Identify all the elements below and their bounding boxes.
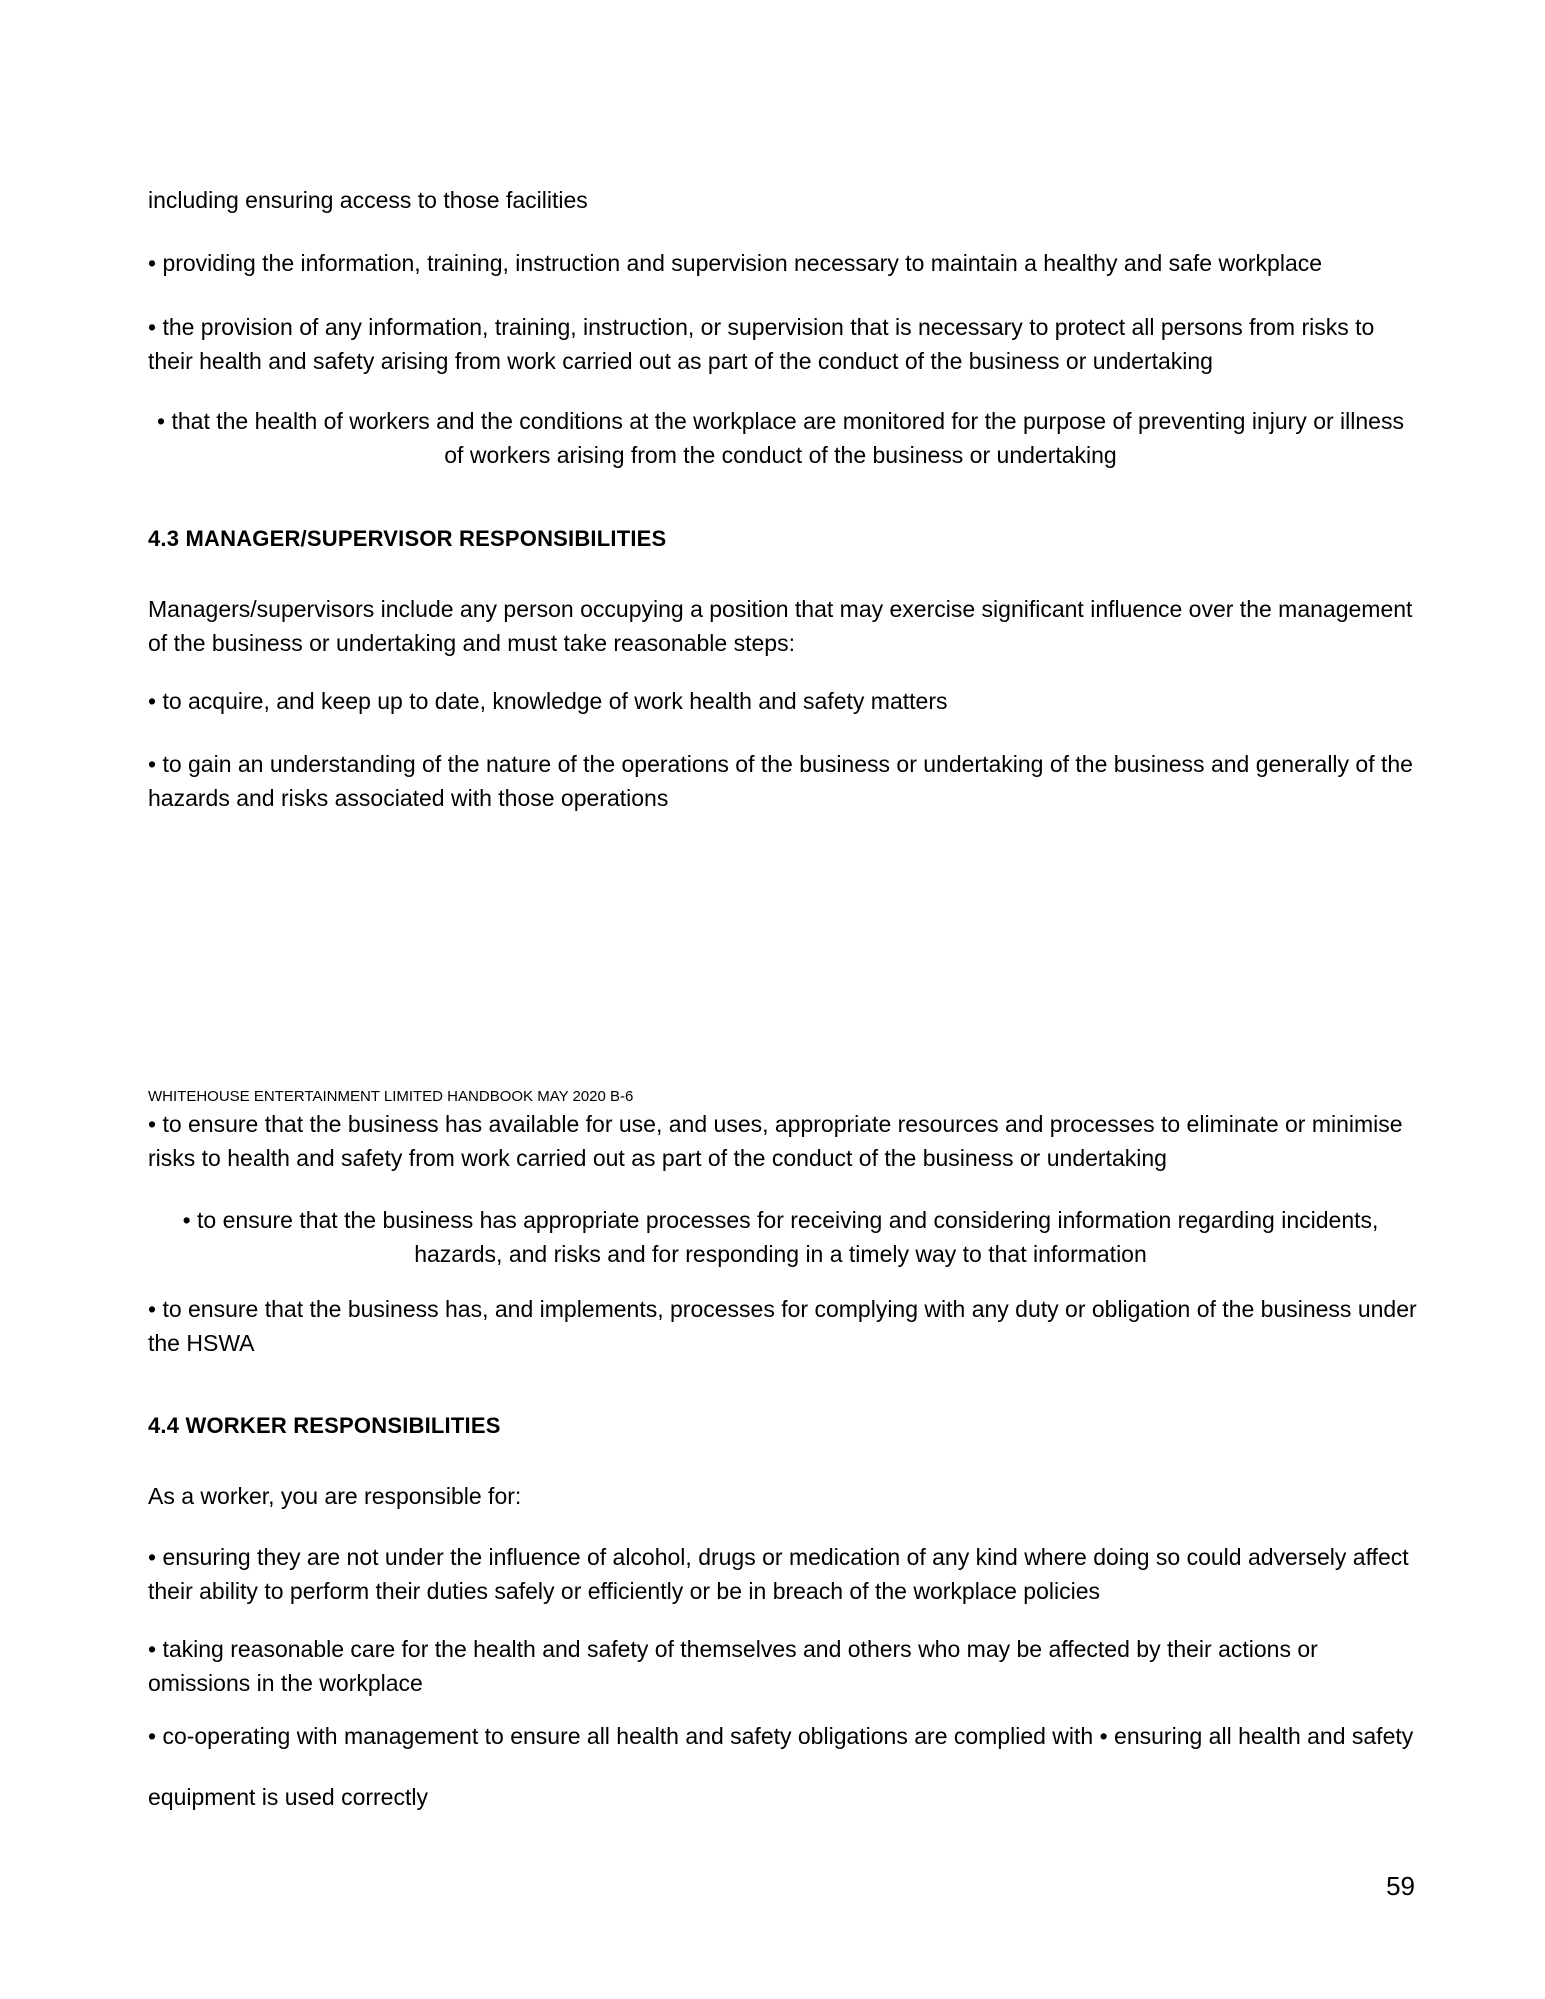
paragraph-line: of workers arising from the conduct of the business or undertaking xyxy=(444,442,1117,468)
paragraph-worker-responsible xyxy=(148,1479,1413,1513)
paragraph-line: Managers/supervisors include any person occupying a position that may exercise significant influence over the management xyxy=(148,596,1413,622)
paragraph-line: • to ensure that the business has available for use, and uses, appropriate resources and processes to eliminate or minimise xyxy=(148,1111,1403,1137)
paragraph-providing-info xyxy=(148,246,1413,280)
paragraph-line: the HSWA xyxy=(148,1330,255,1356)
paragraph-line: equipment is used correctly xyxy=(148,1784,428,1810)
paragraph-line: omissions in the workplace xyxy=(148,1670,423,1696)
paragraph-managers-include xyxy=(148,592,1413,660)
paragraph-line: • the provision of any information, training, instruction, or supervision that is necessary to protect all persons from risks to xyxy=(148,314,1375,340)
paragraph-line: their ability to perform their duties safely or efficiently or be in breach of the workplace policies xyxy=(148,1578,1100,1604)
paragraph-line: hazards, and risks and for responding in a timely way to that information xyxy=(414,1241,1147,1267)
running-header: WHITEHOUSE ENTERTAINMENT LIMITED HANDBOOK MAY 2020 B-6 xyxy=(148,1088,634,1105)
paragraph-line: • taking reasonable care for the health and safety of themselves and others who may be affected by their actions or xyxy=(148,1636,1318,1662)
paragraph-line: As a worker, you are responsible for: xyxy=(148,1483,522,1509)
paragraph-line: • ensuring they are not under the influence of alcohol, drugs or medication of any kind where doing so could adversely affect xyxy=(148,1544,1409,1570)
paragraph-line: hazards and risks associated with those operations xyxy=(148,785,669,811)
paragraph-gain-understanding xyxy=(148,747,1413,815)
page-number: 59 xyxy=(1386,1871,1415,1901)
paragraph-line: • to ensure that the business has, and implements, processes for complying with any duty or obligation of the business under xyxy=(148,1296,1417,1322)
paragraph-line: • to ensure that the business has appropriate processes for receiving and considering information regarding incidents, xyxy=(182,1207,1379,1233)
paragraph-appropriate-processes xyxy=(148,1203,1413,1271)
section-heading-4-3: 4.3 MANAGER/SUPERVISOR RESPONSIBILITIES xyxy=(148,526,667,551)
paragraph-acquire-knowledge xyxy=(148,684,1413,718)
paragraph-implements-processes xyxy=(148,1292,1417,1360)
paragraph-line: • providing the information, training, instruction and supervision necessary to maintain a healthy and safe workplace xyxy=(148,250,1323,276)
section-heading-4-4: 4.4 WORKER RESPONSIBILITIES xyxy=(148,1413,501,1438)
paragraph-available-resources xyxy=(148,1107,1413,1175)
paragraph-provision-info xyxy=(148,310,1413,378)
paragraph-equipment xyxy=(148,1780,1413,1814)
paragraph-line: • that the health of workers and the conditions at the workplace are monitored for the purpose of preventing injury or illness xyxy=(157,408,1404,434)
paragraph-line: including ensuring access to those facilities xyxy=(148,187,588,213)
paragraph-influence-alcohol xyxy=(148,1540,1413,1608)
paragraph-line: their health and safety arising from work carried out as part of the conduct of the business or undertaking xyxy=(148,348,1213,374)
paragraph-line: of the business or undertaking and must take reasonable steps: xyxy=(148,630,795,656)
paragraph-line: • to acquire, and keep up to date, knowledge of work health and safety matters xyxy=(148,688,948,714)
paragraph-reasonable-care xyxy=(148,1632,1413,1700)
paragraph-line: risks to health and safety from work carried out as part of the conduct of the business or undertaking xyxy=(148,1145,1167,1171)
paragraph-line: • to gain an understanding of the nature of the operations of the business or undertaking of the business and generally of the xyxy=(148,751,1413,777)
paragraph-health-monitored xyxy=(148,404,1413,472)
paragraph-facilities xyxy=(148,183,1413,217)
paragraph-cooperating xyxy=(148,1719,1413,1753)
paragraph-line: • co-operating with management to ensure all health and safety obligations are complied with • ensuring all health and safety xyxy=(148,1723,1414,1749)
